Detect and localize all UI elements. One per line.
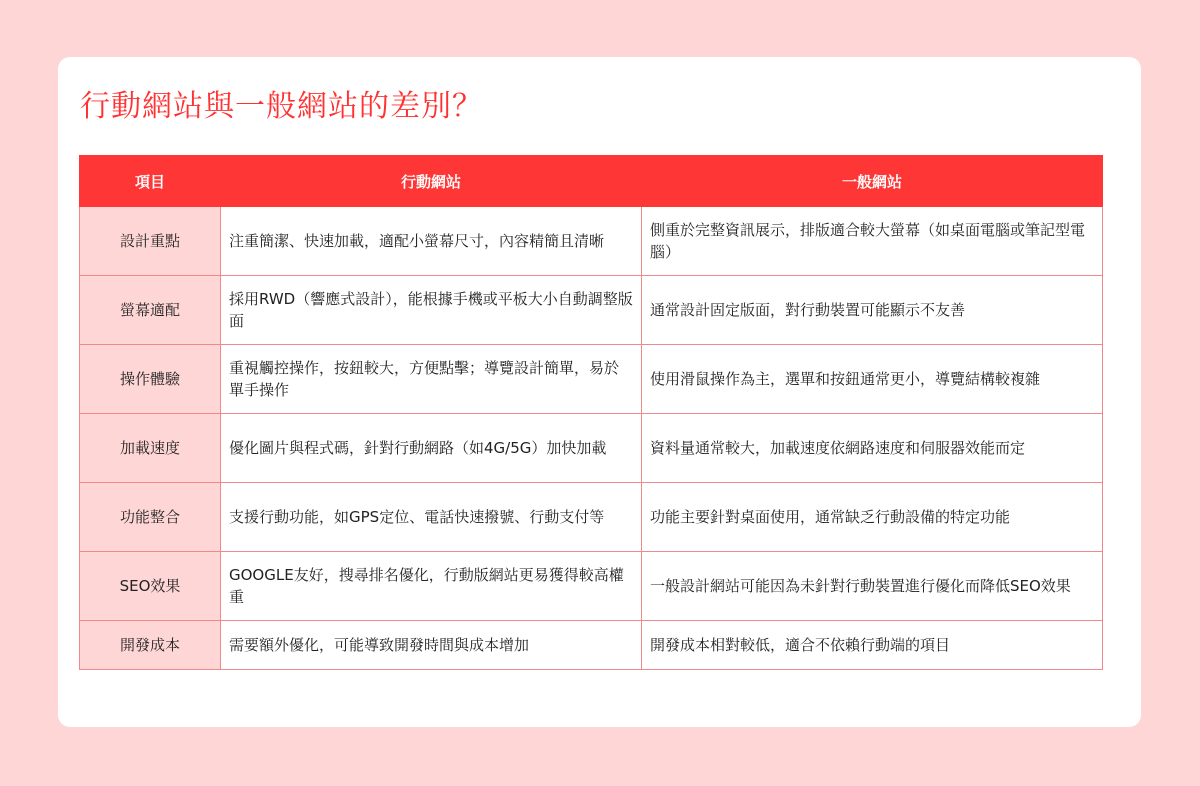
header-row bbox=[80, 156, 1103, 207]
row-item-cell: 設計重點 bbox=[80, 207, 221, 276]
row-item-cell: 開發成本 bbox=[80, 621, 221, 670]
row-item-cell: 加載速度 bbox=[80, 414, 221, 483]
table-row bbox=[80, 414, 1103, 483]
header-item: 項目 bbox=[80, 156, 221, 207]
desktop-cell: 功能主要針對桌面使用，通常缺乏行動設備的特定功能 bbox=[642, 483, 1103, 552]
desktop-cell: 使用滑鼠操作為主，選單和按鈕通常更小，導覽結構較複雜 bbox=[642, 345, 1103, 414]
header-desktop-site: 一般網站 bbox=[642, 156, 1103, 207]
mobile-cell: 需要額外優化，可能導致開發時間與成本增加 bbox=[221, 621, 642, 670]
table-row bbox=[80, 552, 1103, 621]
page-title: 行動網站與一般網站的差別？ bbox=[80, 89, 483, 124]
mobile-cell: 採用RWD（響應式設計），能根據手機或平板大小自動調整版面 bbox=[221, 276, 642, 345]
mobile-cell: GOOGLE友好，搜尋排名優化，行動版網站更易獲得較高權重 bbox=[221, 552, 642, 621]
desktop-cell: 一般設計網站可能因為未針對行動裝置進行優化而降低SEO效果 bbox=[642, 552, 1103, 621]
mobile-cell: 重視觸控操作，按鈕較大，方便點擊；導覽設計簡單，易於單手操作 bbox=[221, 345, 642, 414]
mobile-cell: 支援行動功能，如GPS定位、電話快速撥號、行動支付等 bbox=[221, 483, 642, 552]
row-item-cell: 功能整合 bbox=[80, 483, 221, 552]
header-mobile-site: 行動網站 bbox=[221, 156, 642, 207]
comparison-table bbox=[79, 155, 1103, 670]
desktop-cell: 資料量通常較大，加載速度依網路速度和伺服器效能而定 bbox=[642, 414, 1103, 483]
desktop-cell: 開發成本相對較低，適合不依賴行動端的項目 bbox=[642, 621, 1103, 670]
table-row bbox=[80, 276, 1103, 345]
table-header bbox=[80, 156, 1103, 207]
desktop-cell: 側重於完整資訊展示，排版適合較大螢幕（如桌面電腦或筆記型電腦） bbox=[642, 207, 1103, 276]
row-item-cell: 螢幕適配 bbox=[80, 276, 221, 345]
table-body bbox=[80, 207, 1103, 670]
desktop-cell: 通常設計固定版面，對行動裝置可能顯示不友善 bbox=[642, 276, 1103, 345]
mobile-cell: 注重簡潔、快速加載，適配小螢幕尺寸，內容精簡且清晰 bbox=[221, 207, 642, 276]
row-item-cell: 操作體驗 bbox=[80, 345, 221, 414]
row-item-cell: SEO效果 bbox=[80, 552, 221, 621]
table-row bbox=[80, 483, 1103, 552]
content-card bbox=[58, 57, 1141, 727]
table-row bbox=[80, 621, 1103, 670]
table-row bbox=[80, 345, 1103, 414]
mobile-cell: 優化圖片與程式碼，針對行動網路（如4G/5G）加快加載 bbox=[221, 414, 642, 483]
table-row bbox=[80, 207, 1103, 276]
